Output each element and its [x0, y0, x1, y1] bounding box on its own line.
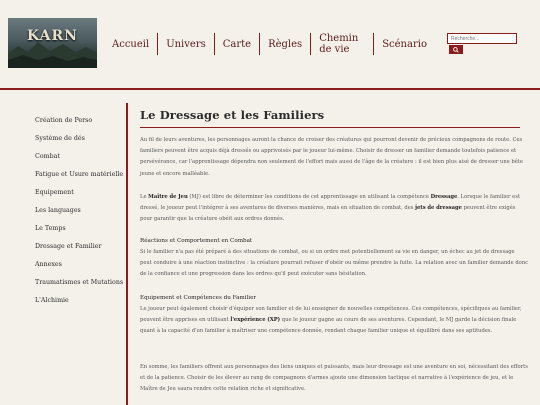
- site-logo[interactable]: [8, 18, 97, 68]
- bold-jets-de-dressage: jets de dressage: [415, 205, 462, 212]
- sidebar-item-fatigue-usure[interactable]: Fatigue et Usure matérielle: [35, 171, 124, 178]
- heading-reactions-combat: Réactions et Comportement en Combat: [140, 238, 253, 244]
- header-divider: [0, 88, 540, 90]
- nav-regles[interactable]: Règles: [268, 38, 303, 50]
- paragraph-conclusion: En somme, les familiers offrent aux personnages des liens uniques et puissants, mais leur dressage est une aventure en soi, nécessitant des efforts et de la patience. Choisir de les élever au rang de compagnons d'armes ajoute une dimension tactique et narrative à l'expérience de jeu, et le Maître de Jeu saura rendre cette relation riche et significative.: [140, 364, 528, 393]
- page-title: Le Dressage et les Familiers: [140, 108, 325, 122]
- search-input[interactable]: [447, 33, 517, 44]
- sidebar-item-traumatismes-mutations[interactable]: Traumatismes et Mutations: [35, 279, 124, 286]
- text-span: Le: [140, 194, 149, 200]
- text-span: . Lorsque le familier est dressé, le joueur peut l'intégrer à ses aventures de diverses manières, mais en situation de combat, des: [140, 194, 520, 212]
- paragraph-equipement: [140, 304, 528, 338]
- paragraph-maitre-de-jeu: [140, 192, 528, 226]
- search-button[interactable]: [449, 45, 463, 54]
- sidebar-item-annexes[interactable]: Annexes: [35, 261, 62, 268]
- text-span: (MJ) est libre de déterminer les conditions de cet apprentissage en utilisant la compétence: [187, 194, 431, 200]
- nav-scenario[interactable]: Scénario: [382, 38, 427, 50]
- text-span: que le joueur gagne au cours de ses aventures. Cependant, le MJ garde la décision finale quant à la capacité d'un familier à maîtriser une compétence donnée, rendant chaque familier unique et équilibré dans ses aptitudes.: [140, 317, 517, 335]
- search-icon: [453, 47, 459, 53]
- nav-accueil[interactable]: Accueil: [112, 38, 150, 50]
- site-header: [0, 0, 540, 76]
- bold-maitre-de-jeu: Maître de Jeu: [148, 194, 188, 200]
- bold-experience-xp: l'expérience (XP): [230, 317, 281, 324]
- sidebar-item-alchimie[interactable]: L'Alchimie: [35, 297, 69, 304]
- sidebar-item-les-languages[interactable]: Les languages: [35, 207, 81, 214]
- text-span: Le joueur peut également choisir d'équiper son familier et de lui enseigner de nouvelles compétences. Ces compétences, spécifiques au familier, peuvent être apprises en utilisant: [140, 306, 522, 324]
- sidebar-item-equipement[interactable]: Equipement: [35, 189, 74, 196]
- nav-chemin-de-vie[interactable]: Chemin de vie: [319, 33, 359, 55]
- logo-text: KARN: [27, 28, 78, 44]
- sidebar-item-le-temps[interactable]: Le Temps: [35, 225, 66, 232]
- paragraph-intro: Au fil de leurs aventures, les personnages auront la chance de croiser des créatures qui pourront devenir de précieux compagnons de route. Ces familiers peuvent être acquis déjà dressés ou apprivoisés par le joueur lui-même. Choisir de dresser un familier demande toutefois patience et persévérance, car l'apprentissage dépendra non seulement de l'effort mais aussi de l'âge de la créature : il est bien plus aisé de dresser une bête jeune et encore malléable.: [140, 137, 523, 177]
- sidebar: [27, 103, 128, 405]
- title-divider: [140, 127, 520, 128]
- sidebar-item-systeme-de-des[interactable]: Système de dés: [35, 135, 85, 142]
- paragraph-reactions: Si le familier n'a pas été préparé à des situations de combat, ou si un ordre met potentiellement sa vie en danger, un échec au jet de dressage peut conduire à une réaction instinctive : la créature pourrait refuser d'obéir ou même prendre la fuite. La relation avec un familier demande donc de la confiance et une progression dans les ordres qu'il peut exécuter sans hésitation.: [140, 249, 529, 278]
- sidebar-item-dressage-familier[interactable]: Dressage et Familier: [35, 243, 102, 250]
- text-span: peuvent être exigés pour garantir que la créature obéit aux ordres donnés.: [140, 205, 516, 223]
- bold-dressage: Dressage: [430, 194, 458, 200]
- sidebar-item-combat[interactable]: Combat: [35, 153, 60, 160]
- sidebar-item-creation-de-perso[interactable]: Création de Perso: [35, 117, 93, 124]
- main-content: [140, 108, 532, 393]
- heading-equipement-familier: Equipement et Compétences du Familier: [140, 295, 257, 301]
- main-nav: [104, 30, 435, 58]
- nav-carte[interactable]: Carte: [222, 38, 252, 50]
- nav-univers[interactable]: Univers: [166, 38, 206, 50]
